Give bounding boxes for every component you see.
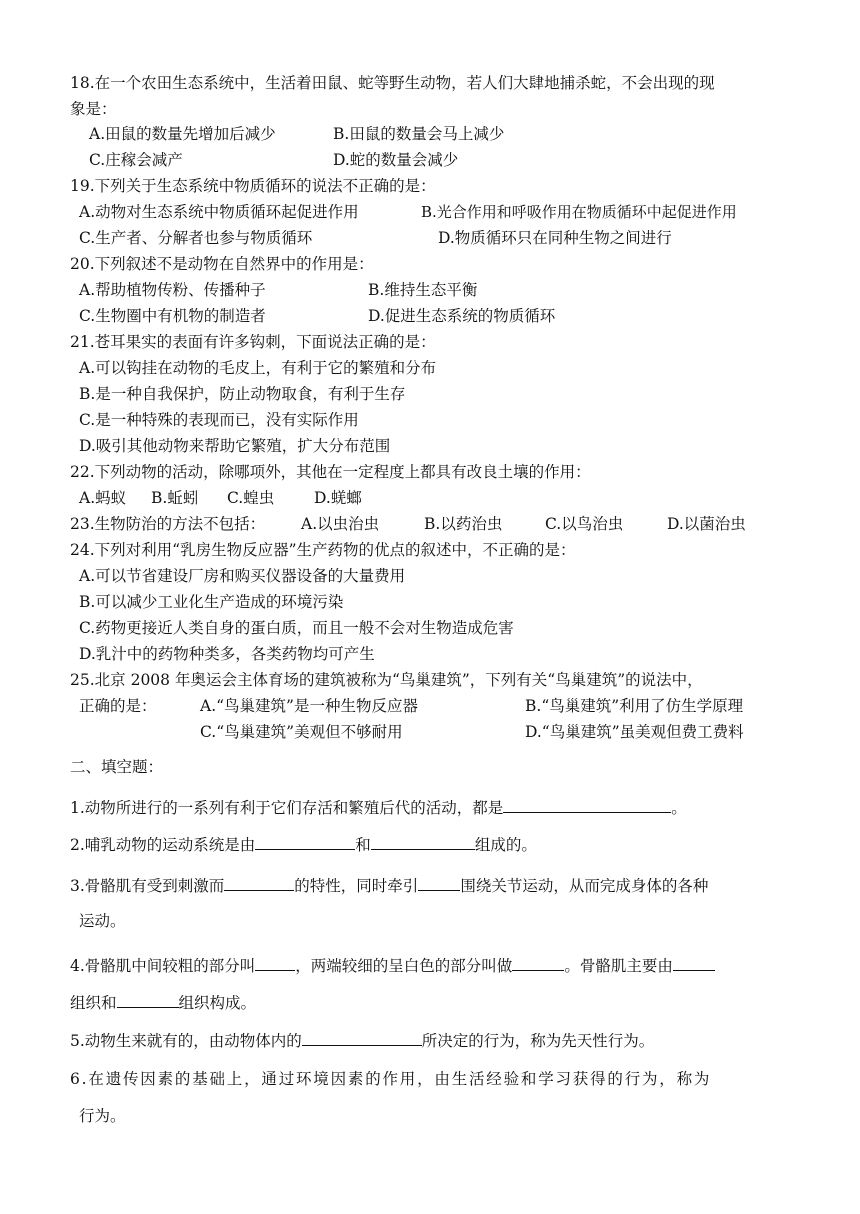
- q18-stem-line2: 象是：: [70, 100, 117, 118]
- fill-question-6-line1: 6.在遗传因素的基础上，通过环境因素的作用，由生活经验和学习获得的行为，称为: [70, 1070, 712, 1088]
- q19-option-c: C.生产者、分解者也参与物质循环: [79, 229, 313, 247]
- q20-stem: 20.下列叙述不是动物在自然界中的作用是：: [70, 255, 374, 273]
- fill-4-text-b: ，两端较细的呈白色的部分叫做: [295, 957, 513, 975]
- q21-option-c: C.是一种特殊的表现而已，没有实际作用: [79, 411, 359, 429]
- q19-option-d: D.物质循环只在同种生物之间进行: [438, 229, 672, 247]
- q18-stem-line1: 18.在一个农田生态系统中，生活着田鼠、蛇等野生动物，若人们大肆地捕杀蛇，不会出现的现: [70, 74, 715, 92]
- q19-stem: 19.下列关于生态系统中物质循环的说法不正确的是：: [70, 177, 436, 195]
- q20-option-a: A.帮助植物传粉、传播种子: [79, 281, 266, 299]
- q21-option-b: B.是一种自我保护，防止动物取食，有利于生存: [79, 385, 406, 403]
- q25-stem-line1: 25.北京 2008 年奥运会主体育场的建筑被称为“鸟巢建筑”，下列有关“鸟巢建筑”的说法中，: [70, 671, 703, 689]
- section-heading: 二、填空题：: [70, 758, 164, 776]
- answer-blank[interactable]: [255, 833, 355, 850]
- q25-stem-line2: 正确的是：: [79, 697, 157, 715]
- fill-question-5: [70, 1029, 654, 1051]
- q24-option-a: A.可以节省建设厂房和购买仪器设备的大量费用: [79, 567, 406, 585]
- q25-option-b: B.“鸟巢建筑”利用了仿生学原理: [525, 697, 744, 715]
- fill-4-text-d: 组织和: [70, 994, 117, 1012]
- q22-option-c: C.蝗虫: [227, 489, 275, 507]
- fill-3-text-a: 3.骨骼肌有受到刺激而: [70, 877, 225, 895]
- answer-blank[interactable]: [512, 954, 564, 971]
- q20-option-c: C.生物圈中有机物的制造者: [79, 307, 266, 325]
- q19-option-a: A.动物对生态系统中物质循环起促进作用: [79, 203, 359, 221]
- q21-option-a: A.可以钩挂在动物的毛皮上，有利于它的繁殖和分布: [79, 359, 437, 377]
- q18-option-d: D.蛇的数量会减少: [333, 151, 459, 169]
- fill-5-text-a: 5.动物生来就有的，由动物体内的: [70, 1032, 302, 1050]
- q22-option-a: A.蚂蚁: [79, 489, 127, 507]
- answer-blank[interactable]: [302, 1029, 422, 1046]
- q18-option-c: C.庄稼会减产: [89, 151, 183, 169]
- q22-stem: 22.下列动物的活动，除哪项外，其他在一定程度上都具有改良土壤的作用：: [70, 463, 591, 481]
- q25-option-c: C.“鸟巢建筑”美观但不够耐用: [200, 723, 403, 741]
- q20-option-b: B.维持生态平衡: [368, 281, 478, 299]
- q21-stem: 21.苍耳果实的表面有许多钩刺，下面说法正确的是：: [70, 333, 436, 351]
- fill-4-text-e: 组织构成。: [178, 994, 257, 1012]
- q24-stem: 24.下列对利用“乳房生物反应器”生产药物的优点的叙述中，不正确的是：: [70, 541, 576, 559]
- q25-option-a: A.“鸟巢建筑”是一种生物反应器: [200, 697, 418, 715]
- q23-option-a: A.以虫治虫: [301, 515, 380, 533]
- q22-option-d: D.蜣螂: [314, 489, 362, 507]
- fill-question-3-line1: [70, 874, 708, 896]
- q20-option-d: D.促进生态系统的物质循环: [368, 307, 556, 325]
- q23-option-b: B.以药治虫: [424, 515, 503, 533]
- fill-2-text-b: 和: [355, 836, 371, 854]
- answer-blank[interactable]: [418, 874, 460, 891]
- answer-blank[interactable]: [503, 796, 671, 813]
- fill-5-text-b: 所决定的行为，称为先天性行为。: [421, 1032, 655, 1050]
- fill-4-text-c: 。骨骼肌主要由: [564, 957, 673, 975]
- q23-option-c: C.以鸟治虫: [545, 515, 624, 533]
- q25-option-d: D.“鸟巢建筑”虽美观但费工费料: [525, 723, 744, 741]
- q24-option-c: C.药物更接近人类自身的蛋白质，而且一般不会对生物造成危害: [79, 619, 514, 637]
- fill-question-4-line1: [70, 954, 715, 976]
- fill-question-4-line2: [70, 991, 256, 1013]
- q18-option-b: B.田鼠的数量会马上减少: [333, 125, 505, 143]
- answer-blank[interactable]: [117, 991, 179, 1008]
- fill-question-6-line2: 行为。: [79, 1107, 126, 1125]
- q23-option-d: D.以菌治虫: [667, 515, 746, 533]
- fill-question-2: [70, 833, 537, 855]
- q23-stem: 23.生物防治的方法不包括：: [70, 515, 266, 533]
- answer-blank[interactable]: [371, 833, 475, 850]
- answer-blank[interactable]: [224, 874, 294, 891]
- fill-4-text-a: 4.骨骼肌中间较粗的部分叫: [70, 957, 256, 975]
- fill-question-1: [70, 796, 687, 818]
- fill-3-text-c: 围绕关节运动，从而完成身体的各种: [460, 877, 709, 895]
- q18-option-a: A.田鼠的数量先增加后减少: [89, 125, 276, 143]
- fill-1-text-b: 。: [671, 799, 687, 817]
- fill-1-text-a: 1.动物所进行的一系列有利于它们存活和繁殖后代的活动，都是: [70, 799, 504, 817]
- answer-blank[interactable]: [673, 954, 715, 971]
- fill-2-text-a: 2.哺乳动物的运动系统是由: [70, 836, 256, 854]
- fill-question-3-line2: 运动。: [79, 912, 126, 930]
- fill-2-text-c: 组成的。: [474, 836, 537, 854]
- q24-option-d: D.乳汁中的药物种类多，各类药物均可产生: [79, 645, 375, 663]
- q24-option-b: B.可以减少工业化生产造成的环境污染: [79, 593, 344, 611]
- q19-option-b: B.光合作用和呼吸作用在物质循环中起促进作用: [421, 203, 737, 221]
- q21-option-d: D.吸引其他动物来帮助它繁殖，扩大分布范围: [79, 437, 391, 455]
- q22-option-b: B.蚯蚓: [151, 489, 199, 507]
- fill-3-text-b: 的特性，同时牵引: [294, 877, 419, 895]
- answer-blank[interactable]: [255, 954, 295, 971]
